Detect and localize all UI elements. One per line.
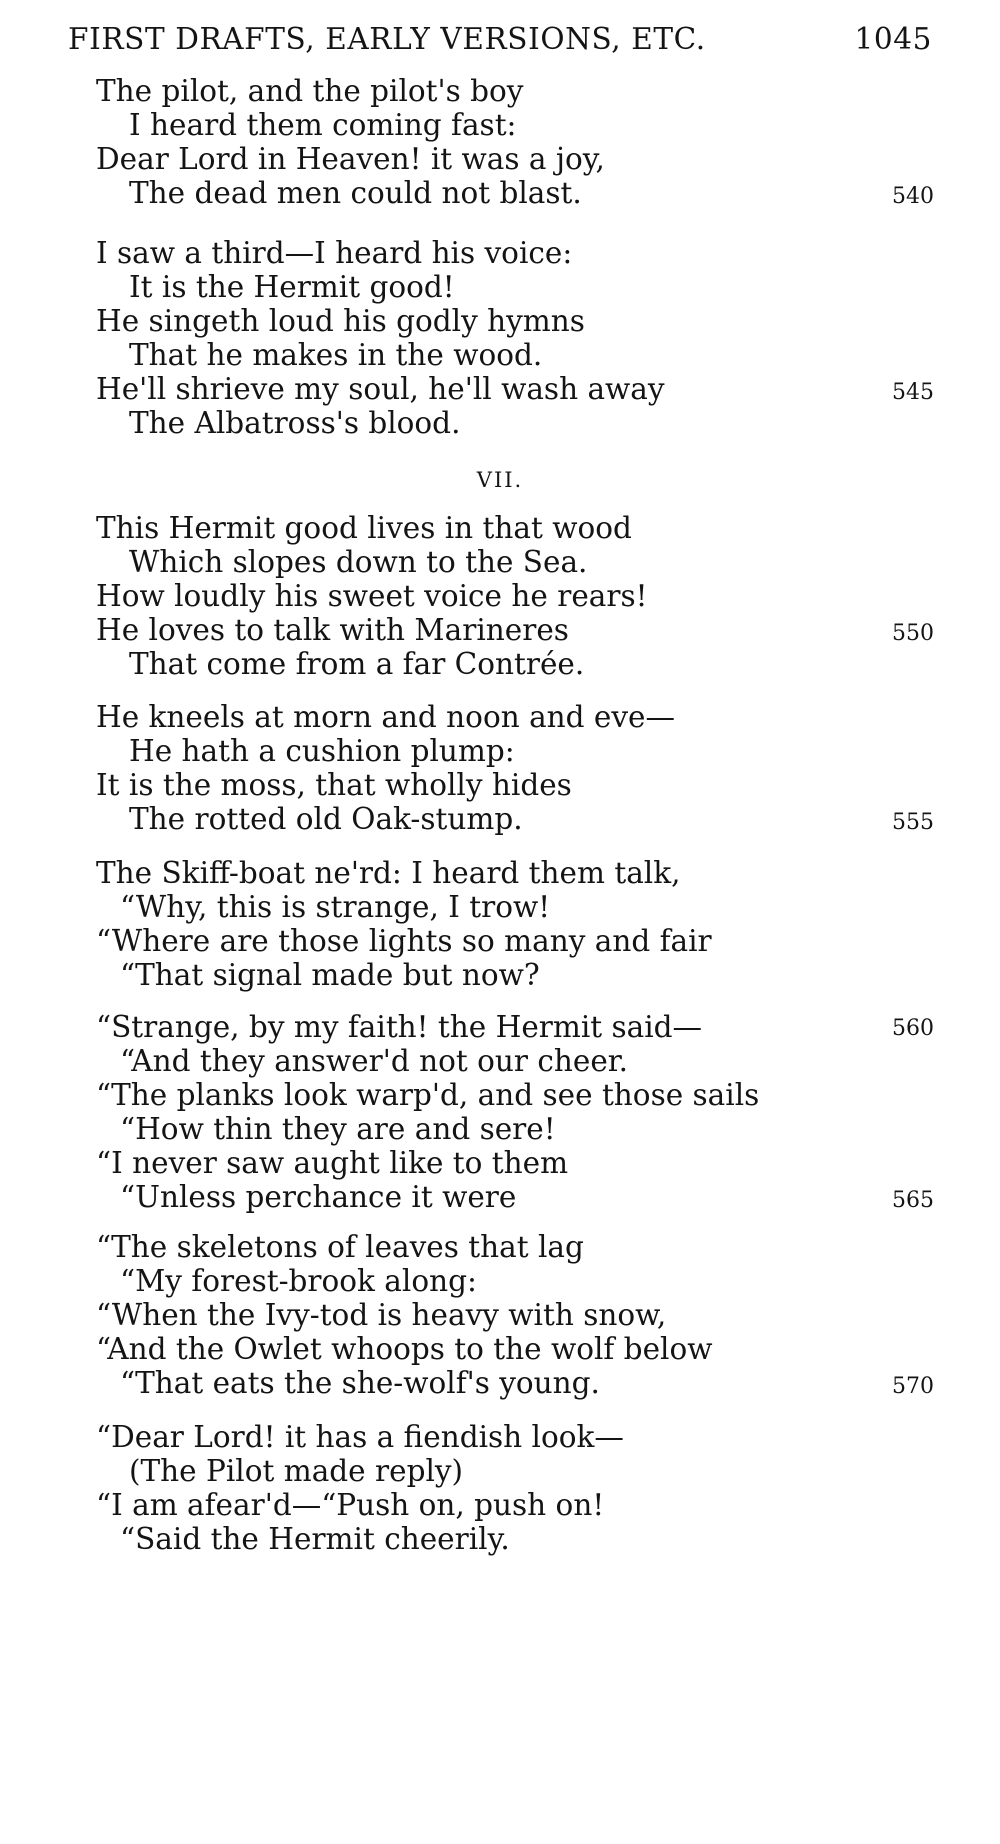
verse-line: The rotted old Oak-stump. bbox=[129, 802, 523, 836]
verse-line: “That signal made but now? bbox=[120, 958, 540, 992]
line-number: 565 bbox=[892, 1188, 934, 1213]
verse-line: I saw a third—I heard his voice: bbox=[96, 236, 573, 270]
verse-line: Which slopes down to the Sea. bbox=[129, 545, 588, 579]
verse-line: “And they answer'd not our cheer. bbox=[120, 1044, 629, 1078]
verse-line: “When the Ivy-tod is heavy with snow, bbox=[96, 1298, 667, 1332]
line-number: 545 bbox=[892, 380, 934, 405]
line-number: 540 bbox=[892, 184, 934, 209]
verse-line: He loves to talk with Marineres bbox=[96, 613, 569, 647]
running-header bbox=[68, 22, 932, 68]
verse-line: “The skeletons of leaves that lag bbox=[96, 1230, 584, 1264]
verse-line: It is the Hermit good! bbox=[129, 270, 455, 304]
verse-line: The dead men could not blast. bbox=[129, 176, 582, 210]
verse-line: The Albatross's blood. bbox=[129, 406, 461, 440]
verse-line: This Hermit good lives in that wood bbox=[96, 511, 632, 545]
verse-line: He hath a cushion plump: bbox=[129, 734, 515, 768]
verse-line: “Where are those lights so many and fair bbox=[96, 924, 712, 958]
verse-line: “Unless perchance it were bbox=[120, 1180, 517, 1214]
verse-line: He singeth loud his godly hymns bbox=[96, 304, 585, 338]
verse-line: “How thin they are and sere! bbox=[120, 1112, 556, 1146]
verse-line: How loudly his sweet voice he rears! bbox=[96, 579, 648, 613]
verse-line: “And the Owlet whoops to the wolf below bbox=[96, 1332, 713, 1366]
verse-line: “I am afear'd—“Push on, push on! bbox=[96, 1488, 605, 1522]
verse-line: I heard them coming fast: bbox=[129, 108, 517, 142]
line-number: 550 bbox=[892, 621, 934, 646]
verse-line: That come from a far Contrée. bbox=[129, 647, 585, 681]
line-number: 555 bbox=[892, 810, 934, 835]
page-number: 1045 bbox=[854, 22, 932, 56]
verse-line: “Said the Hermit cheerily. bbox=[120, 1522, 510, 1556]
verse-line: “My forest-brook along: bbox=[120, 1264, 477, 1298]
verse-line: (The Pilot made reply) bbox=[129, 1454, 464, 1488]
verse-line: It is the moss, that wholly hides bbox=[96, 768, 572, 802]
section-heading: VII. bbox=[476, 468, 524, 492]
verse-line: The pilot, and the pilot's boy bbox=[96, 74, 524, 108]
verse-line: He'll shrieve my soul, he'll wash away bbox=[96, 372, 665, 406]
verse-line: “Why, this is strange, I trow! bbox=[120, 890, 551, 924]
verse-line: The Skiff-boat ne'rd: I heard them talk, bbox=[96, 856, 681, 890]
verse-line: That he makes in the wood. bbox=[129, 338, 543, 372]
line-number: 570 bbox=[892, 1374, 934, 1399]
verse-line: “The planks look warp'd, and see those sails bbox=[96, 1078, 760, 1112]
running-title: FIRST DRAFTS, EARLY VERSIONS, ETC. bbox=[68, 22, 706, 56]
verse-line: He kneels at morn and noon and eve— bbox=[96, 700, 676, 734]
verse-line: “Strange, by my faith! the Hermit said— bbox=[96, 1010, 703, 1044]
verse-line: Dear Lord in Heaven! it was a joy, bbox=[96, 142, 605, 176]
verse-line: “Dear Lord! it has a fiendish look— bbox=[96, 1420, 624, 1454]
verse-line: “I never saw aught like to them bbox=[96, 1146, 569, 1180]
verse-line: “That eats the she-wolf's young. bbox=[120, 1366, 600, 1400]
line-number: 560 bbox=[892, 1016, 934, 1041]
